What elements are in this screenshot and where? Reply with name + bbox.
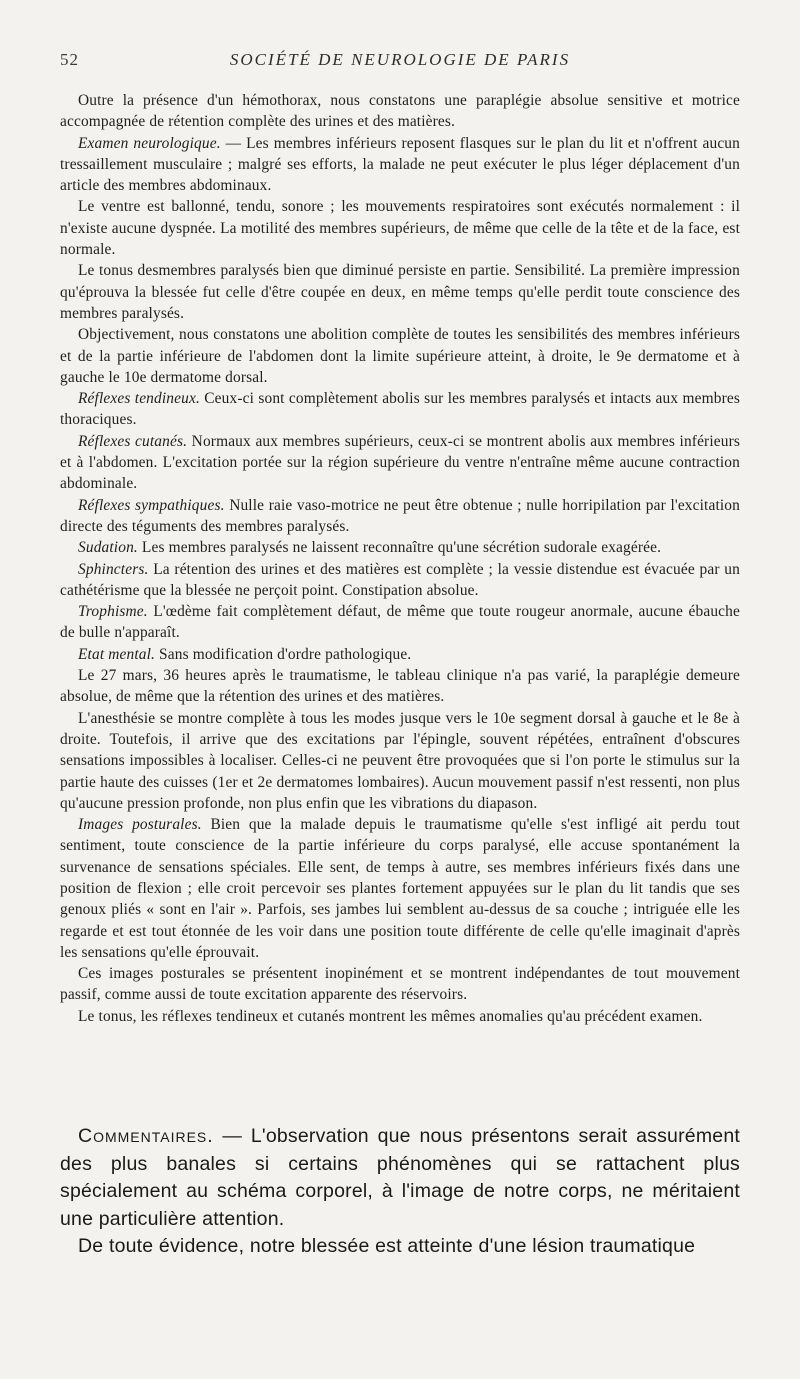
paragraph — [60, 133, 740, 197]
comment-paragraph — [60, 1233, 740, 1261]
paragraph-text: Normaux aux membres supérieurs, ceux-ci se montrent abolis aux membres inférieurs et à l'abdomen. L'excitation portée sur la région supérieure du ventre n'entraîne même aucune contraction abdominale. — [60, 432, 740, 493]
paragraph-text: Nulle raie vaso-motrice ne peut être obtenue ; nulle horripilation par l'excitation directe des téguments des membres paralysés. — [60, 496, 740, 535]
paragraph-text: Le 27 mars, 36 heures après le traumatisme, le tableau clinique n'a pas varié, la paraplégie demeure absolue, de même que la rétention des urines et des matières. — [60, 667, 740, 706]
running-title: SOCIÉTÉ DE NEUROLOGIE DE PARIS — [229, 50, 571, 69]
paragraph-text: De toute évidence, notre blessée est atteinte d'une lésion traumatique — [78, 1235, 696, 1257]
paragraph-heading: Trophisme. — [78, 603, 148, 621]
paragraph — [60, 708, 740, 814]
paragraph-text: L'anesthésie se montre complète à tous les modes jusque vers le 10e segment dorsal à gauche et le 8e à droite. Toutefois, il arrive que des excitations par l'épingle, souvent répétées, entraînent d'obscures sensations impossibles à localiser. Celles-ci ne peuvent être provoquées que si l'on porte le stimulus sur la partie haute des cuisses (1er et 2e dermatomes lombaires). Aucun mouvement passif n'est ressenti, non plus qu'aucune pression profonde, non plus enfin que les vibrations du diapason. — [60, 709, 740, 812]
page-number: 52 — [60, 50, 79, 69]
paragraph — [60, 431, 740, 495]
paragraph-text: Bien que la malade depuis le traumatisme qu'elle s'est infligé ait perdu tout sentiment, toute conscience de la partie inférieure du corps paralysé, elle accuse spontanément la survenance de sensations spéciales. Elle sent, de temps à autre, ses membres inférieurs fixés dans une position de flexion ; elle croit percevoir ses plantes fortement appuyées sur le plan du lit tandis que ses genoux pliés « sont en l'air ». Parfois, ses jambes lui semblent au-dessus de sa couche ; intriguée elle les regarde et est tout étonnée de les voir dans une position toute différente de celle qu'elle imaginait d'après les sensations qu'elle éprouvait. — [60, 816, 740, 961]
paragraph — [60, 559, 740, 602]
paragraph-text: Sans modification d'ordre pathologique. — [155, 645, 412, 663]
paragraph — [60, 1006, 740, 1027]
paragraph-heading: Réflexes sympathiques. — [78, 496, 225, 514]
paragraph — [60, 324, 740, 388]
paragraph — [60, 196, 740, 260]
paragraph-text: L'œdème fait complètement défaut, de même que toute rougeur anormale, aucune ébauche de bulle n'apparaît. — [60, 603, 740, 642]
comments-section — [60, 1123, 740, 1261]
paragraph-heading: Sphincters. — [78, 560, 149, 578]
paragraph — [60, 601, 740, 644]
paragraph — [60, 495, 740, 538]
paragraph — [60, 644, 740, 665]
paragraph-text: Objectivement, nous constatons une abolition complète de toutes les sensibilités des membres inférieurs et de la partie inférieure de l'abdomen dont la limite supérieure atteint, à droite, le 9e dermatome et à gauche le 10e dermatome dorsal. — [60, 326, 740, 386]
paragraph-heading: Réflexes cutanés. — [78, 432, 188, 450]
paragraph-heading: Sudation. — [78, 539, 138, 557]
paragraph — [60, 537, 740, 558]
page-header — [60, 50, 740, 76]
paragraph-heading: Réflexes tendineux. — [78, 390, 200, 408]
paragraph-text: Ces images posturales se présentent inopinément et se montrent indépendantes de tout mouvement passif, comme aussi de toute excitation apparente des réservoirs. — [60, 965, 740, 1004]
paragraph-heading: Commentaires. — [78, 1125, 214, 1147]
paragraph-text: Le tonus, les réflexes tendineux et cutanés montrent les mêmes anomalies qu'au précédent examen. — [78, 1007, 703, 1025]
comment-paragraph — [60, 1123, 740, 1233]
paragraph — [60, 388, 740, 431]
paragraph — [60, 814, 740, 963]
paragraph-heading: Etat mental. — [78, 645, 156, 663]
paragraph-text: Le tonus desmembres paralysés bien que diminué persiste en partie. Sensibilité. La première impression qu'éprouva la blessée fut celle d'être coupée en deux, en même temps qu'elle perdit toute conscience des membres paralysés. — [60, 262, 740, 322]
paragraph-text: — L'observation que nous présentons serait assurément des plus banales si certains phénomènes qui se rattachent plus spécialement au schéma corporel, à l'image de notre corps, ne méritaient une particulière attention. — [60, 1125, 740, 1230]
paragraph — [60, 963, 740, 1006]
paragraph — [60, 665, 740, 708]
paragraph-text: Le ventre est ballonné, tendu, sonore ; les mouvements respiratoires sont exécutés normalement : il n'existe aucune dyspnée. La motilité des membres supérieurs, de même que celle de la tête et de la face, est normale. — [60, 198, 740, 259]
paragraph-text: La rétention des urines et des matières est complète ; la vessie distendue est évacuée par un cathétérisme que la blessée ne perçoit point. Constipation absolue. — [60, 560, 740, 599]
paragraph — [60, 90, 740, 133]
paragraph-text: Ceux-ci sont complètement abolis sur les membres paralysés et intacts aux membres thoraciques. — [60, 390, 740, 429]
body-text — [60, 90, 740, 1027]
paragraph-heading: Examen neurologique. — [78, 134, 221, 152]
paragraph — [60, 260, 740, 324]
paragraph-text: — Les membres inférieurs reposent flasques sur le plan du lit et n'offrent aucun tressaillement musculaire ; malgré ses efforts, la malade ne peut exécuter le plus léger déplacement d'un article des membres abdominaux. — [60, 134, 740, 195]
paragraph-text: Outre la présence d'un hémothorax, nous constatons une paraplégie absolue sensitive et motrice accompagnée de rétention complète des urines et des matières. — [60, 92, 740, 131]
paragraph-heading: Images posturales. — [78, 816, 202, 834]
paragraph-text: Les membres paralysés ne laissent reconnaître qu'une sécrétion sudorale exagérée. — [137, 539, 662, 557]
